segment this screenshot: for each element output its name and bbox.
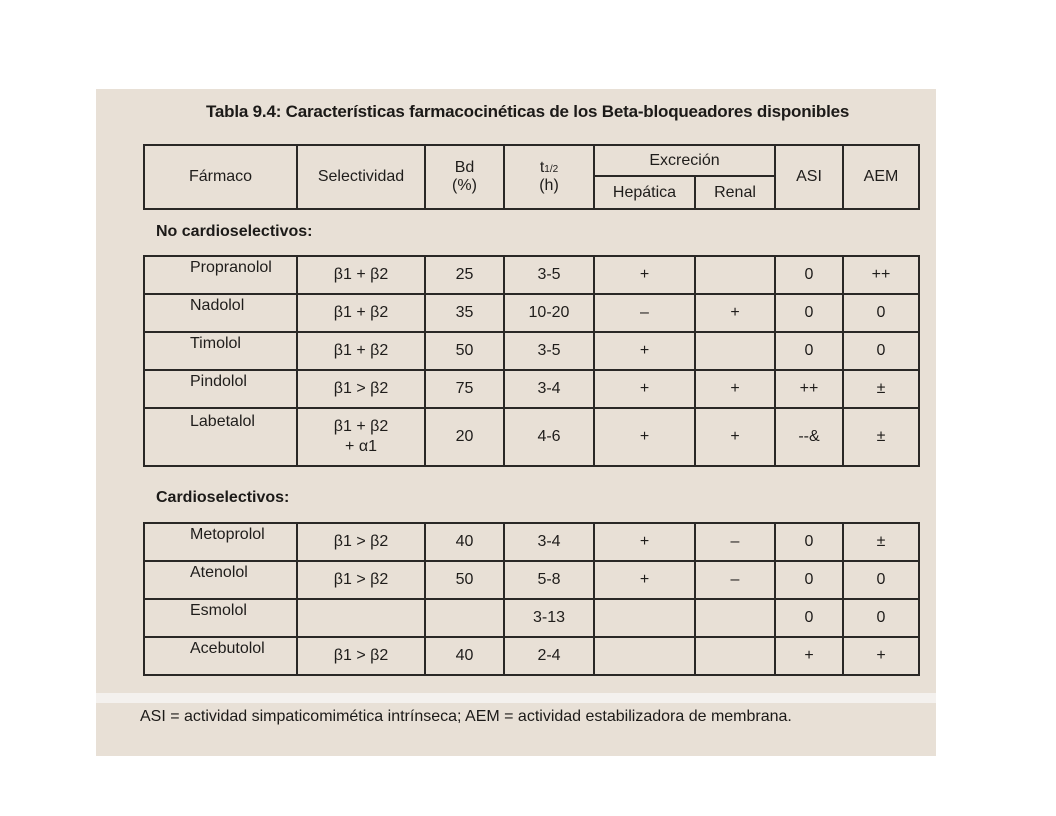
cell-thalf: 5-8 [504, 561, 594, 599]
scan-divider [96, 693, 936, 703]
cell-selectividad: β1 > β2 [297, 523, 425, 561]
cell-hepatica [594, 599, 695, 637]
cell-farmaco [144, 294, 297, 332]
table-row [144, 561, 919, 599]
cell-selectividad [297, 408, 425, 466]
cell-selectividad: β1 + β2 [297, 256, 425, 294]
cell-thalf: 3-5 [504, 256, 594, 294]
cell-aem: ++ [843, 256, 919, 294]
cell-renal [695, 637, 775, 675]
cell-selectividad [297, 599, 425, 637]
cell-renal: + [695, 294, 775, 332]
cell-selectividad: β1 > β2 [297, 637, 425, 675]
cell-bd [425, 599, 504, 637]
cell-asi: --& [775, 408, 843, 466]
cell-aem: ± [843, 408, 919, 466]
header-selectividad: Selectividad [297, 145, 425, 209]
cell-hepatica: + [594, 370, 695, 408]
cell-asi: + [775, 637, 843, 675]
cell-farmaco [144, 332, 297, 370]
cell-selectividad: β1 + β2 [297, 332, 425, 370]
cell-asi: ++ [775, 370, 843, 408]
cell-thalf: 3-5 [504, 332, 594, 370]
cell-farmaco [144, 408, 297, 466]
table-no-cardioselectivos [143, 255, 920, 467]
drug-name: Esmolol [190, 602, 247, 619]
section-label-cardioselectivos: Cardioselectivos: [156, 489, 290, 506]
cell-hepatica: – [594, 294, 695, 332]
cell-bd: 25 [425, 256, 504, 294]
header-asi: ASI [775, 145, 843, 209]
cell-hepatica: + [594, 523, 695, 561]
cell-hepatica: + [594, 256, 695, 294]
header-bd [425, 145, 504, 209]
cell-hepatica: + [594, 408, 695, 466]
cell-farmaco [144, 370, 297, 408]
cell-renal: + [695, 408, 775, 466]
cell-renal: – [695, 523, 775, 561]
cell-asi: 0 [775, 332, 843, 370]
cell-thalf: 10-20 [504, 294, 594, 332]
cell-renal [695, 599, 775, 637]
selectividad-line2: + α1 [345, 438, 377, 455]
table-row [144, 523, 919, 561]
header-table [143, 144, 920, 210]
cell-aem: 0 [843, 599, 919, 637]
cell-bd: 50 [425, 332, 504, 370]
cell-bd: 35 [425, 294, 504, 332]
cell-thalf: 4-6 [504, 408, 594, 466]
cell-bd: 40 [425, 637, 504, 675]
drug-name: Nadolol [190, 297, 245, 314]
drug-name: Propranolol [190, 259, 272, 276]
cell-aem: ± [843, 523, 919, 561]
table-row [144, 599, 919, 637]
cell-hepatica [594, 637, 695, 675]
cell-bd: 50 [425, 561, 504, 599]
header-thalf-unit: (h) [539, 177, 559, 194]
cell-farmaco [144, 561, 297, 599]
drug-name: Metoprolol [190, 526, 265, 543]
cell-aem: 0 [843, 332, 919, 370]
cell-bd: 20 [425, 408, 504, 466]
cell-hepatica: + [594, 332, 695, 370]
cell-thalf: 3-4 [504, 523, 594, 561]
cell-thalf: 3-13 [504, 599, 594, 637]
header-thalf-subscript: 1/2 [544, 164, 559, 175]
cell-renal [695, 332, 775, 370]
header-excrecion: Excreción [594, 145, 775, 176]
cell-renal: – [695, 561, 775, 599]
cell-aem: 0 [843, 294, 919, 332]
table-cardioselectivos [143, 522, 920, 676]
drug-name: Timolol [190, 335, 241, 352]
cell-asi: 0 [775, 561, 843, 599]
cell-selectividad: β1 > β2 [297, 561, 425, 599]
table-row [144, 370, 919, 408]
cell-asi: 0 [775, 256, 843, 294]
header-bd-line2: (%) [452, 177, 477, 194]
cell-farmaco [144, 256, 297, 294]
table-row [144, 332, 919, 370]
drug-name: Acebutolol [190, 640, 265, 657]
table-title: Tabla 9.4: Características farmacocinéticas de los Beta-bloqueadores disponibles [206, 102, 850, 121]
drug-name: Pindolol [190, 373, 247, 390]
drug-name: Labetalol [190, 413, 255, 430]
table-row [144, 637, 919, 675]
cell-bd: 40 [425, 523, 504, 561]
cell-renal: + [695, 370, 775, 408]
header-aem: AEM [843, 145, 919, 209]
section-label-no-cardioselectivos: No cardioselectivos: [156, 223, 313, 240]
drug-name: Atenolol [190, 564, 248, 581]
cell-thalf: 3-4 [504, 370, 594, 408]
table-row [144, 408, 919, 466]
cell-aem: ± [843, 370, 919, 408]
cell-aem: 0 [843, 561, 919, 599]
cell-renal [695, 256, 775, 294]
header-bd-line1: Bd [454, 159, 475, 176]
header-renal: Renal [695, 176, 775, 209]
table-row [144, 294, 919, 332]
header-hepatica: Hepática [594, 176, 695, 209]
table-row [144, 256, 919, 294]
header-farmaco: Fármaco [144, 145, 297, 209]
cell-aem: + [843, 637, 919, 675]
cell-hepatica: + [594, 561, 695, 599]
footnote: ASI = actividad simpaticomimética intrínseca; AEM = actividad estabilizadora de membrana. [140, 708, 792, 725]
cell-farmaco [144, 599, 297, 637]
header-thalf-symbol: t [539, 159, 545, 176]
cell-bd: 75 [425, 370, 504, 408]
cell-farmaco [144, 523, 297, 561]
cell-asi: 0 [775, 599, 843, 637]
cell-farmaco [144, 637, 297, 675]
scanned-page [96, 89, 936, 756]
cell-asi: 0 [775, 294, 843, 332]
cell-thalf: 2-4 [504, 637, 594, 675]
cell-selectividad: β1 > β2 [297, 370, 425, 408]
header-thalf [504, 145, 594, 209]
cell-asi: 0 [775, 523, 843, 561]
selectividad-line1: β1 + β2 [333, 418, 389, 435]
cell-selectividad: β1 + β2 [297, 294, 425, 332]
